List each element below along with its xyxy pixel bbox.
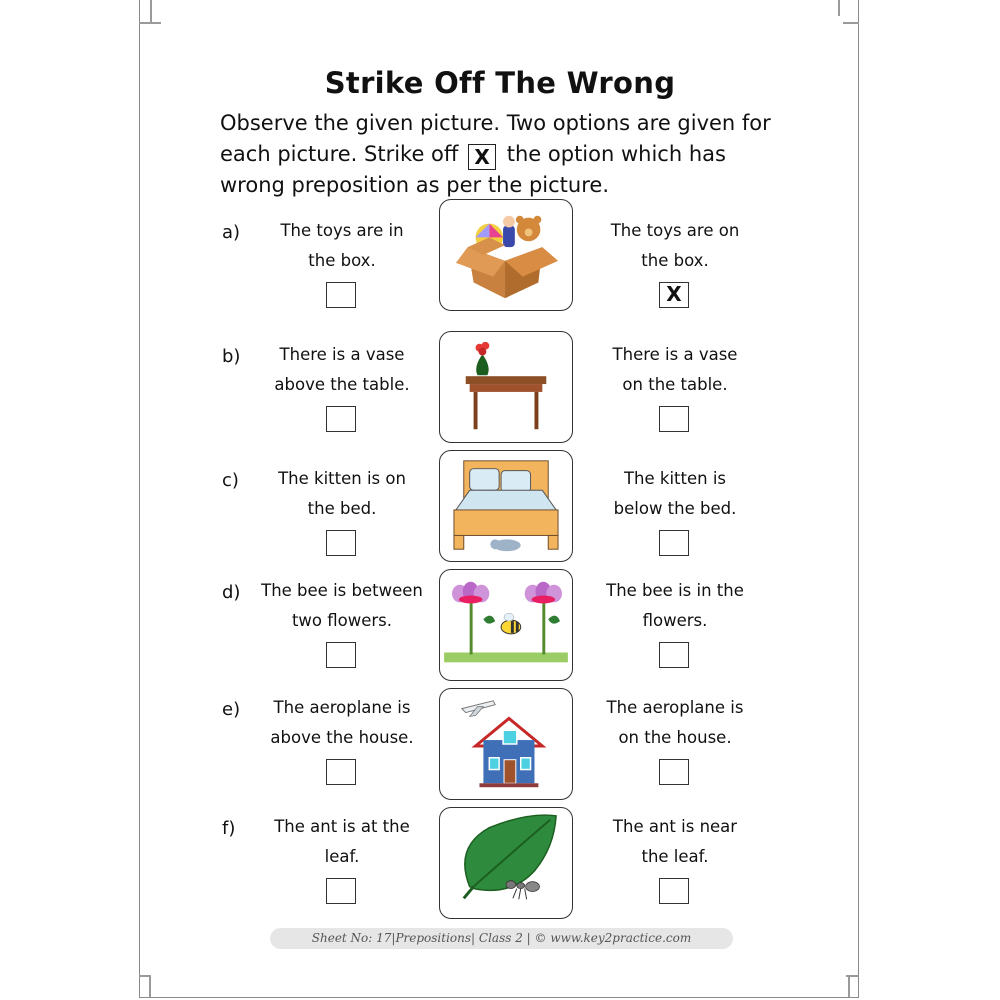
- option-right-text: [585, 693, 765, 753]
- worksheet-title: Strike Off The Wrong: [324, 66, 676, 100]
- option-right-checkbox[interactable]: [659, 878, 689, 904]
- option-right-checkbox[interactable]: [659, 642, 689, 668]
- option-line: The kitten is: [623, 469, 727, 488]
- option-left-text: [252, 340, 432, 400]
- bee-flowers-illustration: [440, 570, 572, 680]
- option-left-checkbox[interactable]: [326, 642, 356, 668]
- option-line: There is a vase: [279, 345, 405, 364]
- option-left-checkbox[interactable]: [326, 282, 356, 308]
- picture-kitten-below-bed: [439, 450, 573, 562]
- option-line: the box.: [641, 251, 709, 270]
- aeroplane-house-illustration: [440, 689, 572, 799]
- option-line: on the table.: [622, 375, 728, 394]
- option-line: on the house.: [618, 728, 732, 747]
- option-line: The kitten is on: [278, 469, 406, 488]
- option-line: The bee is in the: [606, 581, 744, 600]
- bed-kitten-illustration: [440, 451, 572, 561]
- option-right-text: [585, 464, 765, 524]
- option-right-text: [585, 216, 765, 276]
- question-letter: b): [222, 346, 241, 367]
- option-line: The toys are in: [280, 221, 404, 240]
- option-line: the box.: [308, 251, 376, 270]
- option-left-checkbox[interactable]: [326, 406, 356, 432]
- question-row-b: [0, 340, 1000, 452]
- crop-mark: [139, 22, 161, 24]
- crop-mark: [838, 0, 840, 16]
- picture-bee-between-flowers: [439, 569, 573, 681]
- question-letter: d): [222, 582, 241, 603]
- instructions-text-1: Observe the given picture. Two options are given for each picture. Strike off: [220, 111, 771, 166]
- option-right-checkbox[interactable]: [659, 759, 689, 785]
- option-line: above the table.: [274, 375, 410, 394]
- option-line: flowers.: [642, 611, 708, 630]
- option-line: The aeroplane is: [606, 698, 744, 717]
- question-row-a: [0, 216, 1000, 328]
- option-line: The ant is at the: [274, 817, 410, 836]
- option-line: The aeroplane is: [273, 698, 411, 717]
- option-left-checkbox[interactable]: [326, 530, 356, 556]
- crop-mark: [843, 22, 859, 24]
- toy-box-illustration: [440, 200, 572, 310]
- option-line: The bee is between: [261, 581, 423, 600]
- footer-bar: Sheet No: 17|Prepositions| Class 2 | © www.key2practice.com: [270, 928, 733, 949]
- option-line: below the bed.: [613, 499, 737, 518]
- option-left-text: [252, 464, 432, 524]
- option-line: The toys are on: [610, 221, 740, 240]
- question-letter: e): [222, 699, 241, 720]
- strike-mark-example: X: [468, 144, 496, 170]
- question-row-e: [0, 693, 1000, 805]
- option-left-checkbox[interactable]: [326, 878, 356, 904]
- question-row-c: [0, 464, 1000, 576]
- option-right-text: [585, 812, 765, 872]
- option-left-text: [252, 576, 432, 636]
- crop-mark: [149, 977, 151, 997]
- option-right-checkbox[interactable]: X: [659, 282, 689, 308]
- option-left-checkbox[interactable]: [326, 759, 356, 785]
- picture-vase-on-table: [439, 331, 573, 443]
- picture-aeroplane-above-house: [439, 688, 573, 800]
- option-right-text: [585, 340, 765, 400]
- option-right-text: [585, 576, 765, 636]
- crop-mark: [848, 977, 850, 997]
- picture-ant-near-leaf: [439, 807, 573, 919]
- option-line: There is a vase: [612, 345, 738, 364]
- leaf-ant-illustration: [440, 808, 572, 918]
- option-right-checkbox[interactable]: [659, 406, 689, 432]
- question-letter: c): [222, 470, 239, 491]
- instructions-text-2: the option which has wrong preposition as per the picture.: [220, 142, 726, 197]
- instructions: [220, 108, 790, 201]
- crop-mark: [150, 0, 152, 22]
- option-line: the bed.: [307, 499, 377, 518]
- question-letter: a): [222, 222, 241, 243]
- option-line: above the house.: [270, 728, 414, 747]
- picture-toys-in-box: [439, 199, 573, 311]
- question-letter: f): [222, 818, 236, 839]
- question-row-d: [0, 576, 1000, 688]
- vase-table-illustration: [440, 332, 572, 442]
- option-left-text: [252, 693, 432, 753]
- option-line: The ant is near: [612, 817, 738, 836]
- option-line: two flowers.: [291, 611, 393, 630]
- option-left-text: [252, 812, 432, 872]
- option-right-checkbox[interactable]: [659, 530, 689, 556]
- option-left-text: [252, 216, 432, 276]
- option-line: the leaf.: [641, 847, 709, 866]
- option-line: leaf.: [324, 847, 360, 866]
- question-row-f: [0, 812, 1000, 924]
